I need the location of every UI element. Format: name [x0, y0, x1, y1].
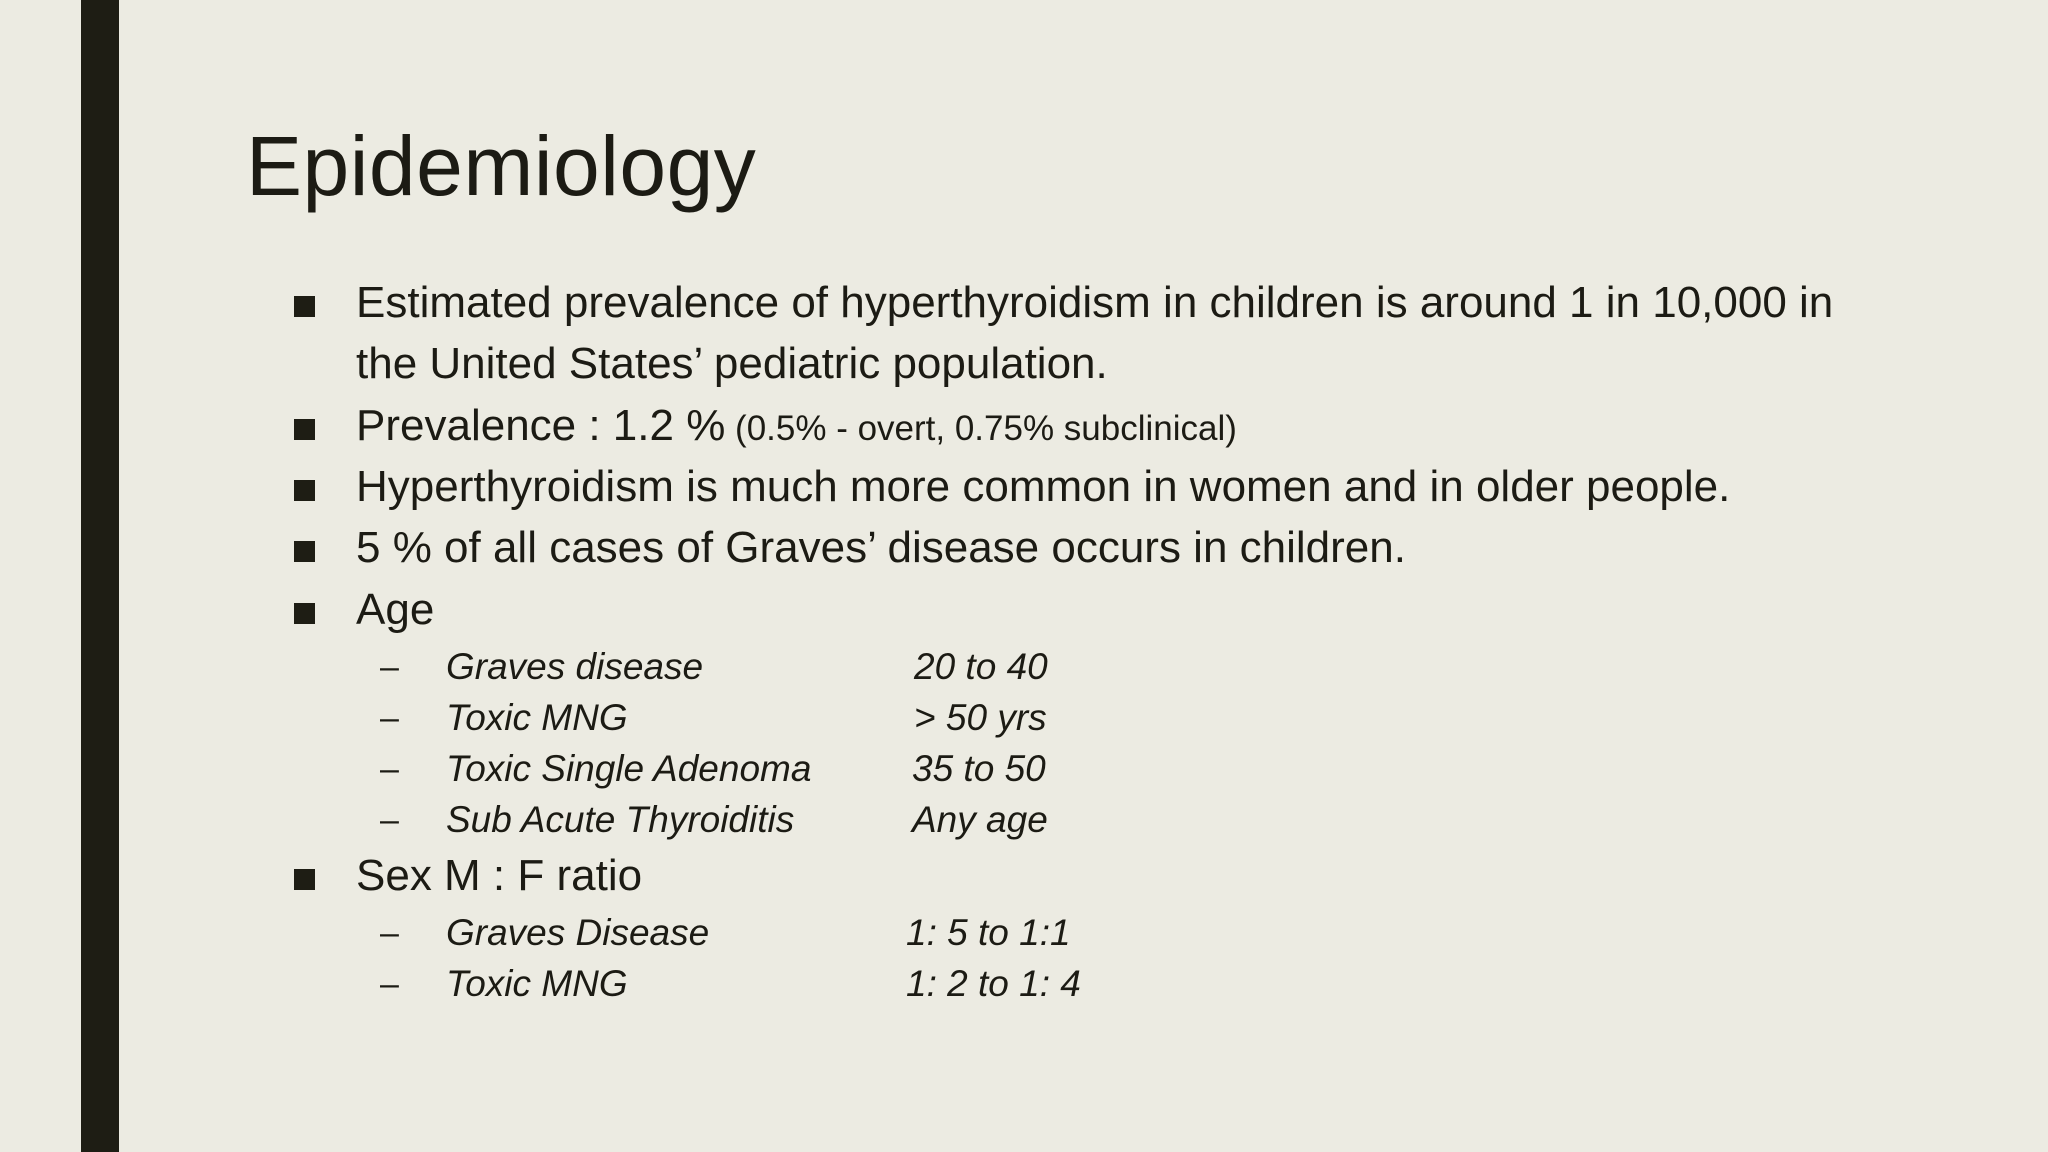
accent-side-bar [81, 0, 119, 1152]
dash-bullet-icon: – [380, 750, 399, 788]
sex-ratio-item-value: 1: 2 to 1: 4 [906, 963, 1081, 1004]
age-item-label: Toxic MNG [446, 697, 628, 738]
prevalence-value: Prevalence : 1.2 % [356, 401, 726, 450]
dash-bullet-icon: – [380, 699, 399, 737]
age-item-value: 20 to 40 [914, 646, 1048, 687]
dash-bullet-icon: – [380, 965, 399, 1003]
bullet-women-older: Hyperthyroidism is much more common in women and in older people. [356, 462, 1731, 511]
bullet-graves-children: 5 % of all cases of Graves’ disease occurs in children. [356, 523, 1406, 572]
age-item-label: Sub Acute Thyroiditis [446, 799, 795, 840]
bullet-prevalence-children-line2: the United States’ pediatric population. [356, 339, 1108, 388]
dash-bullet-icon: – [380, 648, 399, 686]
bullet-age: Age [356, 585, 435, 634]
prevalence-detail: (0.5% - overt, 0.75% subclinical) [725, 409, 1237, 448]
bullet-prevalence [356, 396, 1237, 459]
square-bullet-icon [294, 480, 315, 501]
square-bullet-icon [294, 603, 315, 624]
bullet-sex-ratio: Sex M : F ratio [356, 851, 643, 900]
bullet-prevalence-children-line1: Estimated prevalence of hyperthyroidism in children is around 1 in 10,000 in [356, 278, 1834, 327]
slide-title: Epidemiology [246, 119, 757, 213]
age-item-value: 35 to 50 [912, 748, 1046, 789]
square-bullet-icon [294, 869, 315, 890]
sex-ratio-item-label: Toxic MNG [446, 963, 628, 1004]
sex-ratio-item-value: 1: 5 to 1:1 [906, 912, 1071, 953]
age-item-value: > 50 yrs [914, 697, 1047, 738]
square-bullet-icon [294, 296, 315, 317]
square-bullet-icon [294, 419, 315, 440]
dash-bullet-icon: – [380, 914, 399, 952]
square-bullet-icon [294, 541, 315, 562]
age-item-label: Toxic Single Adenoma [446, 748, 812, 789]
age-item-value: Any age [912, 799, 1048, 840]
age-item-label: Graves disease [446, 646, 704, 687]
sex-ratio-item-label: Graves Disease [446, 912, 710, 953]
dash-bullet-icon: – [380, 801, 399, 839]
